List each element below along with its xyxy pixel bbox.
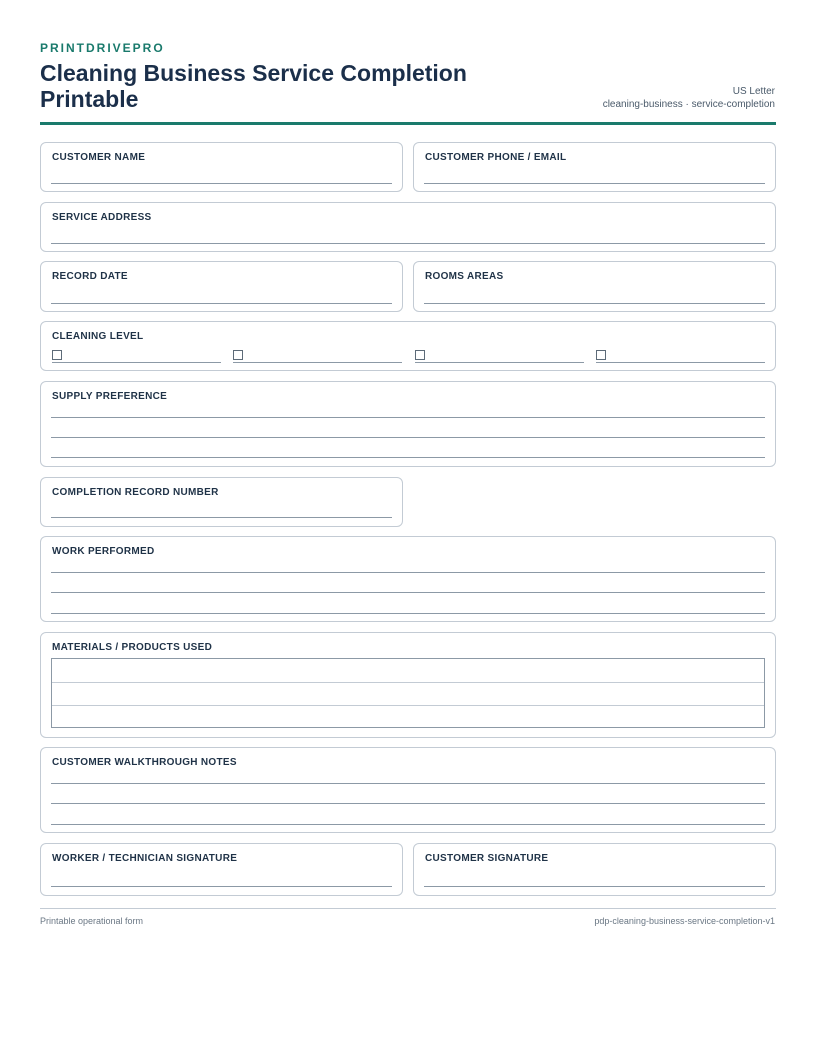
supply-preference-line-1 (51, 417, 765, 418)
completion-record-number-field[interactable] (40, 477, 403, 527)
customer-signature-line (424, 886, 765, 887)
rooms-areas-label: ROOMS AREAS (425, 271, 504, 282)
work-performed-line-2 (51, 592, 765, 593)
page-title: Cleaning Business Service Completion Printable (40, 60, 467, 112)
cleaning-level-checkbox-3[interactable] (415, 350, 425, 360)
work-performed-label: WORK PERFORMED (52, 546, 155, 557)
cleaning-level-checkbox-2[interactable] (233, 350, 243, 360)
supply-preference-line-3 (51, 457, 765, 458)
supply-preference-label: SUPPLY PREFERENCE (52, 391, 168, 402)
worker-signature-label: WORKER / TECHNICIAN SIGNATURE (52, 853, 238, 864)
customer-name-line (51, 183, 392, 184)
walkthrough-notes-line-1 (51, 783, 765, 784)
record-date-field[interactable] (40, 261, 403, 312)
paper-size: US Letter (732, 86, 775, 97)
footer-divider (40, 908, 776, 909)
record-date-label: RECORD DATE (52, 271, 128, 282)
completion-record-number-line (51, 517, 392, 518)
materials-table[interactable] (51, 658, 765, 728)
service-address-field[interactable] (40, 202, 776, 252)
worker-signature-line (51, 886, 392, 887)
cleaning-level-option-line-4 (596, 362, 765, 363)
cleaning-level-checkbox-1[interactable] (52, 350, 62, 360)
walkthrough-notes-line-2 (51, 803, 765, 804)
rooms-areas-line (424, 303, 765, 304)
cleaning-level-option-line-3 (415, 362, 584, 363)
materials-used-label: MATERIALS / PRODUCTS USED (52, 642, 213, 653)
walkthrough-notes-field[interactable] (40, 747, 776, 833)
cleaning-level-label: CLEANING LEVEL (52, 331, 144, 342)
cleaning-level-option-line-2 (233, 362, 402, 363)
service-address-line (51, 243, 765, 244)
cleaning-level-option-line-1 (52, 362, 221, 363)
work-performed-line-3 (51, 613, 765, 614)
customer-contact-line (424, 183, 765, 184)
materials-used-field (40, 632, 776, 738)
work-performed-field[interactable] (40, 536, 776, 622)
supply-preference-line-2 (51, 437, 765, 438)
walkthrough-notes-line-3 (51, 824, 765, 825)
customer-signature-label: CUSTOMER SIGNATURE (425, 853, 549, 864)
service-address-label: SERVICE ADDRESS (52, 212, 152, 223)
header-divider (40, 122, 776, 125)
supply-preference-field[interactable] (40, 381, 776, 467)
worker-signature-field[interactable] (40, 843, 403, 896)
work-performed-line-1 (51, 572, 765, 573)
materials-table-row-divider-2 (52, 705, 764, 706)
materials-table-row-divider-1 (52, 682, 764, 683)
rooms-areas-field[interactable] (413, 261, 776, 312)
record-date-line (51, 303, 392, 304)
customer-name-label: CUSTOMER NAME (52, 152, 146, 163)
cleaning-level-field (40, 321, 776, 371)
customer-contact-field[interactable] (413, 142, 776, 192)
walkthrough-notes-label: CUSTOMER WALKTHROUGH NOTES (52, 757, 237, 768)
document-tags: cleaning-business · service-completion (602, 99, 775, 110)
customer-name-field[interactable] (40, 142, 403, 192)
cleaning-level-checkbox-4[interactable] (596, 350, 606, 360)
completion-record-number-label: COMPLETION RECORD NUMBER (52, 487, 219, 498)
brand-name: PRINTDRIVEPRO (40, 41, 165, 55)
document-meta (603, 85, 775, 111)
footer-form-id: pdp-cleaning-business-service-completion-v1 (594, 916, 775, 926)
footer-left-text: Printable operational form (40, 916, 144, 926)
customer-contact-label: CUSTOMER PHONE / EMAIL (425, 152, 567, 163)
customer-signature-field[interactable] (413, 843, 776, 896)
